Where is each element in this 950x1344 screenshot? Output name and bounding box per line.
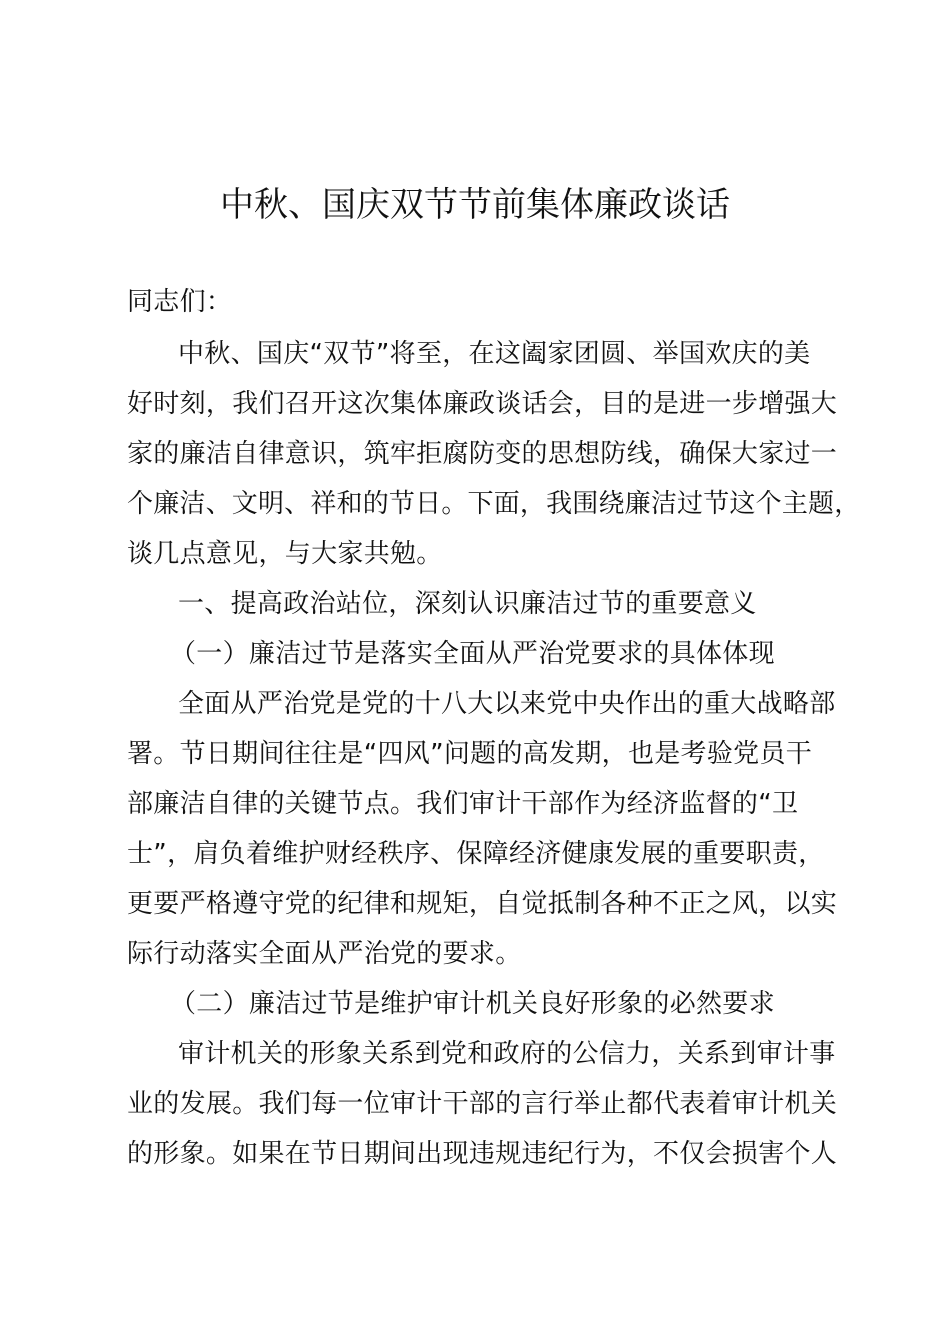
paragraph-line: 更要严格遵守党的纪律和规矩，自觉抵制各种不正之风，以实 xyxy=(127,889,838,919)
paragraph-line: 审计机关的形象关系到党和政府的公信力，关系到审计事 xyxy=(178,1039,836,1069)
paragraph-line: 谈几点意见，与大家共勉。 xyxy=(127,539,443,569)
paragraph-line: 中秋、国庆“双节”将至，在这阖家团圆、举国欢庆的美 xyxy=(178,339,811,369)
paragraph-line: 士”，肩负着维护财经秩序、保障经济健康发展的重要职责， xyxy=(127,839,825,869)
subsection-heading: （二）廉洁过节是维护审计机关良好形象的必然要求 xyxy=(170,989,775,1019)
paragraph-line: 全面从严治党是党的十八大以来党中央作出的重大战略部 xyxy=(178,689,836,719)
paragraph-line: 的形象。如果在节日期间出现违规违纪行为，不仅会损害个人 xyxy=(127,1139,838,1169)
paragraph-line: 际行动落实全面从严治党的要求。 xyxy=(127,939,522,969)
subsection-heading: （一）廉洁过节是落实全面从严治党要求的具体体现 xyxy=(170,639,775,669)
paragraph-line: 业的发展。我们每一位审计干部的言行举止都代表着审计机关 xyxy=(127,1089,838,1119)
paragraph-line: 个廉洁、文明、祥和的节日。下面，我围绕廉洁过节这个主题， xyxy=(127,489,861,519)
paragraph-line: 家的廉洁自律意识，筑牢拒腐防变的思想防线，确保大家过一 xyxy=(127,439,838,469)
paragraph-line: 好时刻，我们召开这次集体廉政谈话会，目的是进一步增强大 xyxy=(127,389,838,419)
paragraph-line: 部廉洁自律的关键节点。我们审计干部作为经济监督的“卫 xyxy=(127,789,799,819)
salutation: 同志们： xyxy=(127,287,233,317)
section-heading: 一、提高政治站位，深刻认识廉洁过节的重要意义 xyxy=(178,589,757,619)
paragraph-line: 署。节日期间往往是“四风”问题的高发期，也是考验党员干 xyxy=(127,739,813,769)
document-title: 中秋、国庆双节节前集体廉政谈话 xyxy=(220,185,730,225)
